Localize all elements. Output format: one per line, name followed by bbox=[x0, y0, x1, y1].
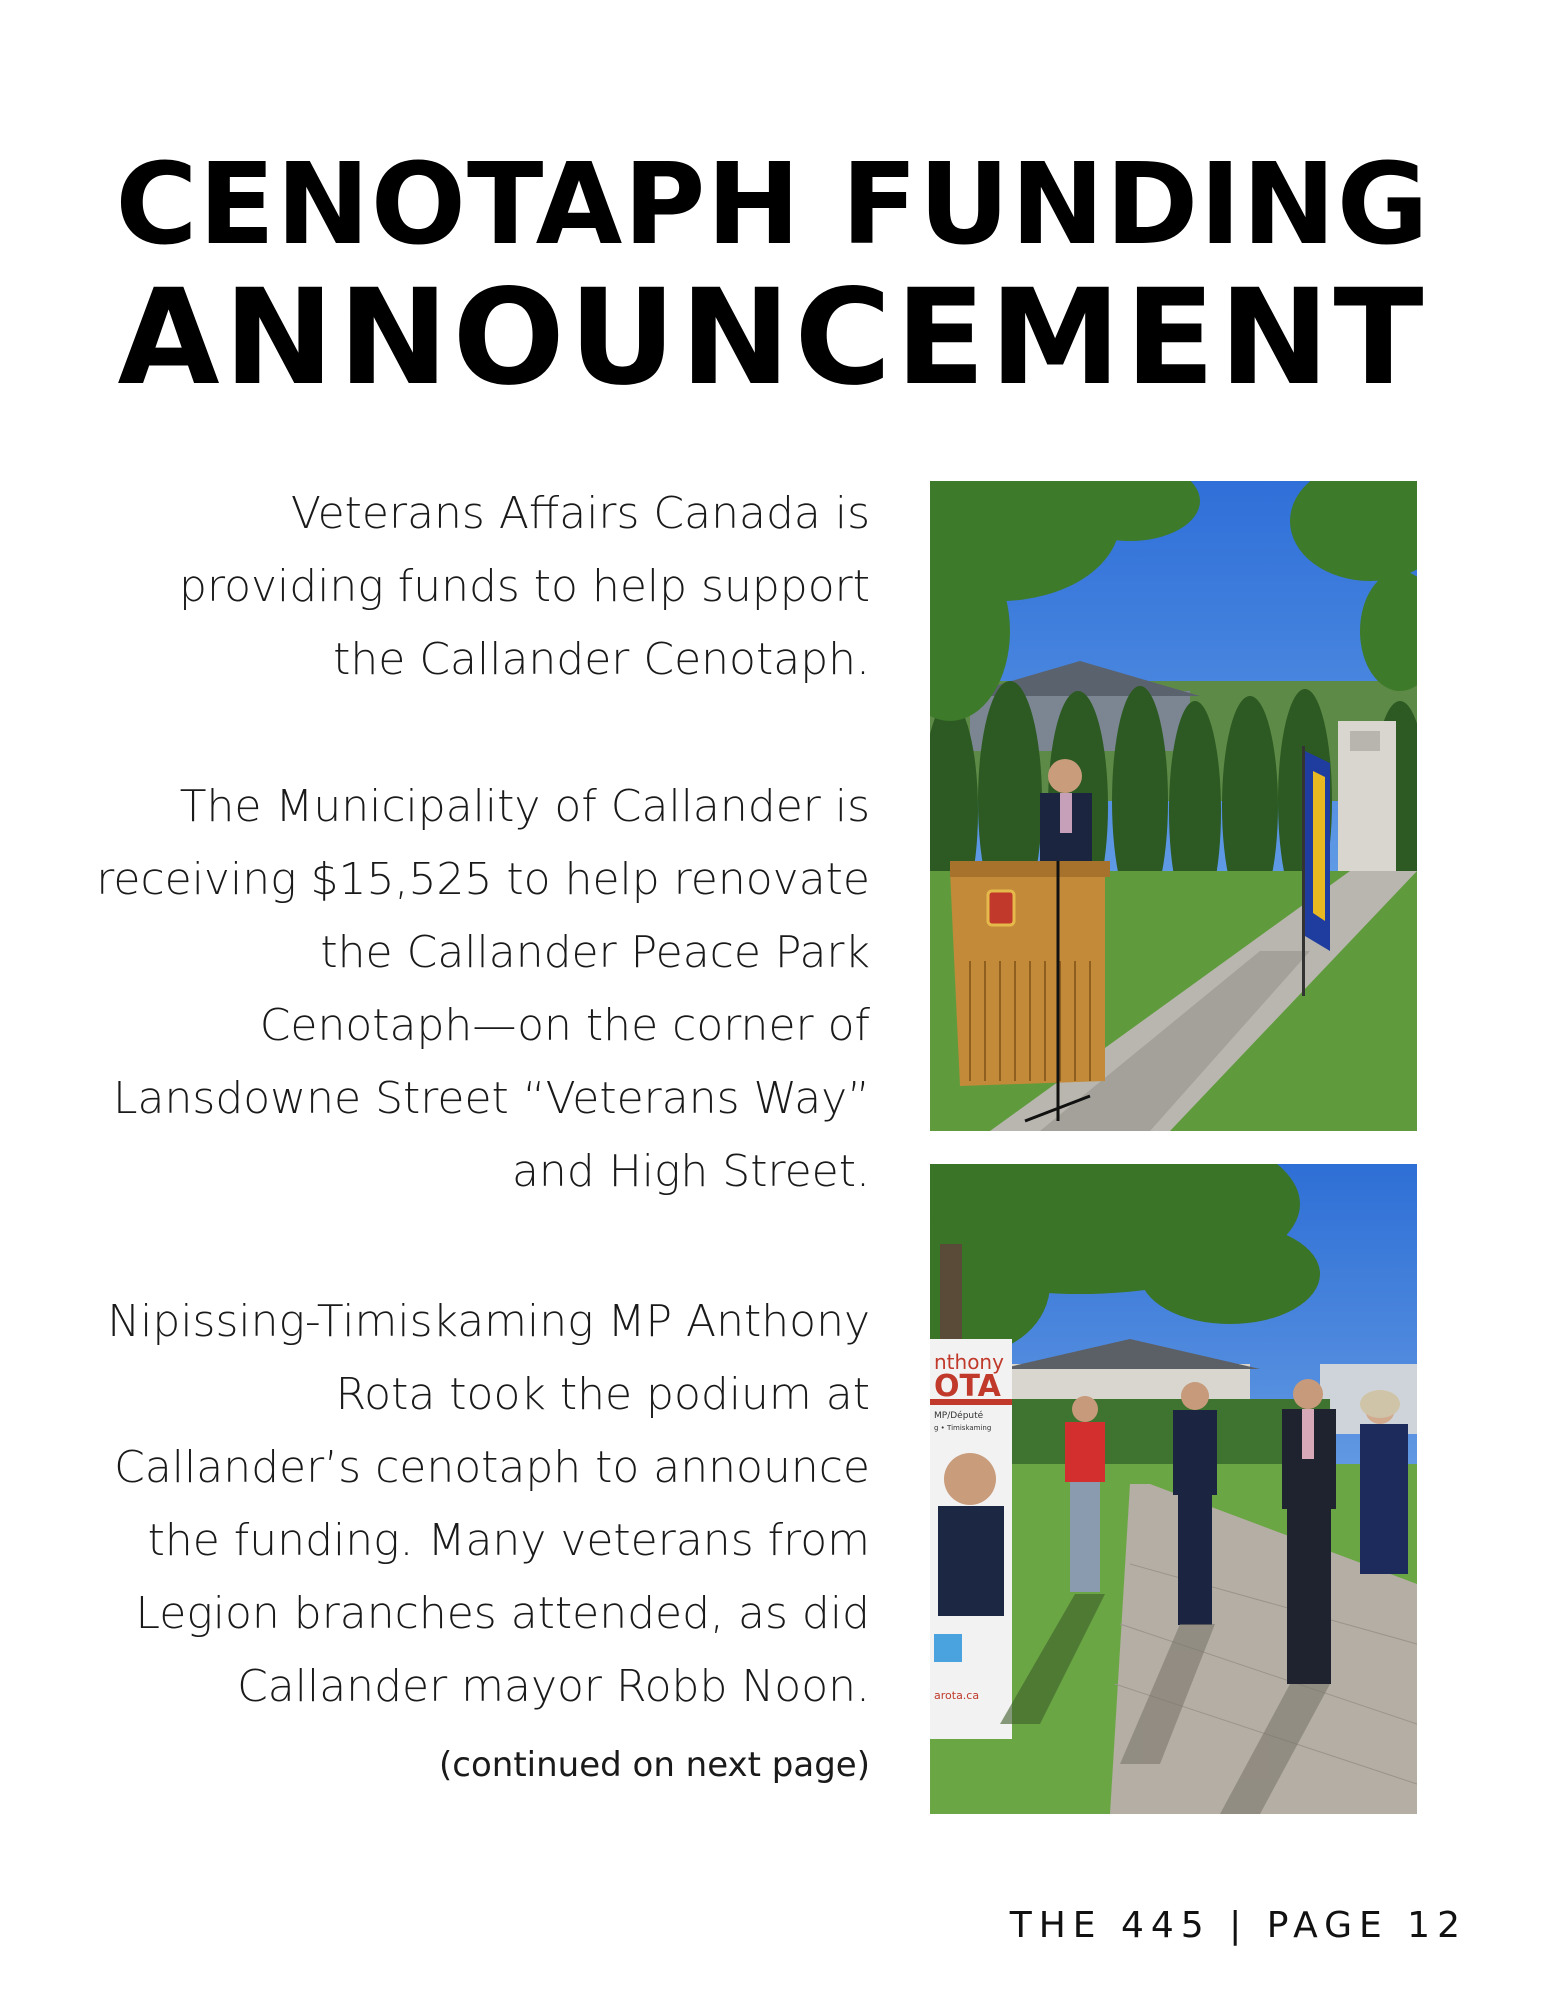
banner-url-text: arota.ca bbox=[934, 1689, 980, 1702]
banner-riding-text: g • Timiskaming bbox=[934, 1424, 992, 1432]
banner-role-text: MP/Député bbox=[934, 1411, 984, 1421]
banner-surname-text: OTA bbox=[934, 1369, 1001, 1404]
text-line: receiving $15,525 to help renovate bbox=[96, 854, 870, 905]
article-paragraph-3 bbox=[60, 1285, 870, 1723]
continued-note: (continued on next page) bbox=[439, 1745, 870, 1785]
text-line: Cenotaph—on the corner of bbox=[259, 1000, 870, 1051]
text-line: the Callander Cenotaph. bbox=[333, 634, 870, 685]
banner-name-text: nthony bbox=[934, 1350, 1004, 1374]
page-title-line1: CENOTAPH FUNDING bbox=[115, 140, 1430, 270]
photo-podium-speaker bbox=[930, 481, 1417, 1131]
article-paragraph-1 bbox=[60, 477, 870, 696]
text-line: the Callander Peace Park bbox=[320, 927, 870, 978]
text-line: Lansdowne Street “Veterans Way” bbox=[113, 1073, 870, 1124]
page-footer: THE 445 | PAGE 12 bbox=[1009, 1905, 1467, 1946]
photo-attendees bbox=[930, 1164, 1417, 1814]
text-line: Nipissing-Timiskaming MP Anthony bbox=[107, 1296, 870, 1347]
page-title-line2: ANNOUNCEMENT bbox=[117, 261, 1428, 415]
text-line: Callander’s cenotaph to announce bbox=[114, 1442, 870, 1493]
article-paragraph-2 bbox=[60, 770, 870, 1208]
text-line: Veterans Affairs Canada is bbox=[290, 488, 870, 539]
text-line: Rota took the podium at bbox=[335, 1369, 870, 1420]
text-line: and High Street. bbox=[511, 1146, 870, 1197]
text-line: Legion branches attended, as did bbox=[135, 1588, 870, 1639]
text-line: the funding. Many veterans from bbox=[147, 1515, 870, 1566]
text-line: Callander mayor Robb Noon. bbox=[237, 1661, 870, 1712]
text-line: The Municipality of Callander is bbox=[179, 781, 870, 832]
text-line: providing funds to help support bbox=[179, 561, 870, 612]
